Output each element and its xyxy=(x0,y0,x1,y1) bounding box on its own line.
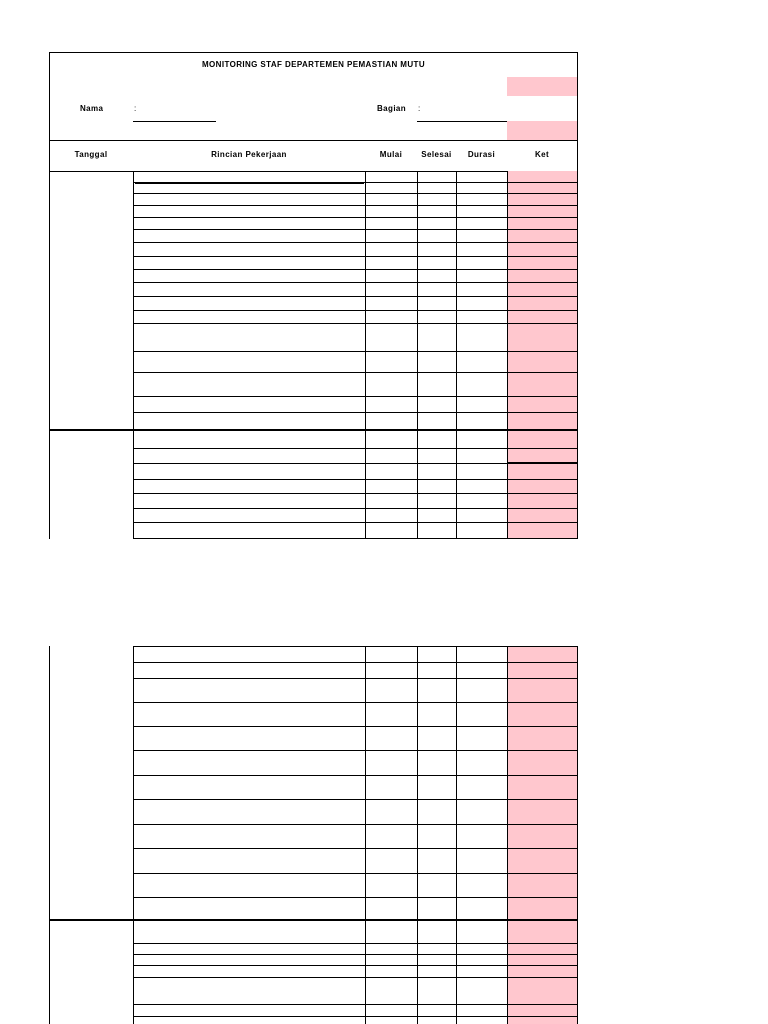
table-row xyxy=(133,775,578,776)
bagian-colon: : xyxy=(418,104,421,113)
grid-col-selesai-left xyxy=(417,921,418,1024)
table-row xyxy=(133,323,578,324)
table-row xyxy=(133,799,578,800)
table-row xyxy=(133,479,578,480)
grid-col-mulai-left xyxy=(365,171,366,429)
ket-column-fill-block-4 xyxy=(507,921,577,1024)
table-row xyxy=(133,296,578,297)
grid-col-mulai-left xyxy=(365,921,366,1024)
table-row xyxy=(133,229,578,230)
grid-col-ket-right xyxy=(577,921,578,1024)
table-row xyxy=(133,372,578,373)
table-row xyxy=(133,412,578,413)
nama-label: Nama xyxy=(80,104,104,113)
col-header-selesai: Selesai xyxy=(421,150,452,159)
frame-top-border xyxy=(49,52,578,53)
table-row xyxy=(133,897,578,898)
table-row xyxy=(133,256,578,257)
table-row xyxy=(133,824,578,825)
table-row xyxy=(133,662,578,663)
table-row xyxy=(133,678,578,679)
table-row xyxy=(133,448,578,449)
table-row xyxy=(133,269,578,270)
table-row xyxy=(133,217,578,218)
grid-col-rincian-left xyxy=(133,921,134,1024)
frame-left-border xyxy=(49,52,50,539)
header-separator xyxy=(49,140,578,141)
ket-cell-border xyxy=(507,462,577,464)
grid-col-rincian-left xyxy=(133,646,134,919)
frame-left-border xyxy=(49,646,50,1024)
table-row xyxy=(133,954,578,955)
table-row xyxy=(133,522,578,523)
table-row xyxy=(133,396,578,397)
col-header-durasi: Durasi xyxy=(467,150,496,159)
grid-col-ket-left xyxy=(507,921,508,1024)
grid-col-ket-left xyxy=(507,646,508,919)
table-row xyxy=(133,538,578,539)
table-row xyxy=(133,493,578,494)
date-block-separator xyxy=(49,429,578,431)
bagian-field[interactable] xyxy=(417,121,507,122)
col-header-rincian: Rincian Pekerjaan xyxy=(211,150,287,159)
grid-col-durasi-left xyxy=(456,646,457,919)
table-row xyxy=(133,873,578,874)
grid-col-rincian-left xyxy=(133,171,134,429)
table-row xyxy=(133,351,578,352)
table-row xyxy=(133,310,578,311)
table-row xyxy=(133,965,578,966)
table-row xyxy=(133,977,578,978)
date-block-separator xyxy=(49,919,578,921)
table-row xyxy=(133,750,578,751)
nama-field[interactable] xyxy=(133,121,216,122)
grid-col-ket-right xyxy=(577,646,578,919)
col-header-mulai: Mulai xyxy=(379,150,403,159)
table-row xyxy=(133,848,578,849)
frame-right-border xyxy=(577,52,578,172)
table-row xyxy=(133,702,578,703)
grid-col-durasi-left xyxy=(456,171,457,429)
header-ket-fill-1 xyxy=(507,77,577,96)
form-title: MONITORING STAF DEPARTEMEN PEMASTIAN MUTU xyxy=(201,60,426,69)
col-header-tanggal: Tanggal xyxy=(74,150,108,159)
table-row xyxy=(133,1016,578,1017)
grid-col-selesai-left xyxy=(417,646,418,919)
grid-col-ket-right xyxy=(577,171,578,429)
table-row xyxy=(133,205,578,206)
nama-colon: : xyxy=(134,104,137,113)
table-row xyxy=(133,182,578,183)
ket-column-fill-block-3 xyxy=(507,647,577,919)
table-row xyxy=(133,646,578,647)
column-header-separator xyxy=(49,171,578,172)
col-header-ket: Ket xyxy=(534,150,550,159)
table-row xyxy=(133,193,578,194)
table-row xyxy=(133,943,578,944)
table-row xyxy=(133,508,578,509)
ket-column-fill-block-1 xyxy=(507,171,577,429)
grid-col-ket-left xyxy=(507,171,508,429)
table-row xyxy=(133,1004,578,1005)
bagian-label: Bagian xyxy=(377,104,407,113)
grid-col-mulai-left xyxy=(365,646,366,919)
header-ket-fill-2 xyxy=(507,121,577,140)
table-row xyxy=(133,726,578,727)
table-row xyxy=(133,242,578,243)
table-row xyxy=(133,282,578,283)
grid-col-durasi-left xyxy=(456,921,457,1024)
grid-col-selesai-left xyxy=(417,171,418,429)
